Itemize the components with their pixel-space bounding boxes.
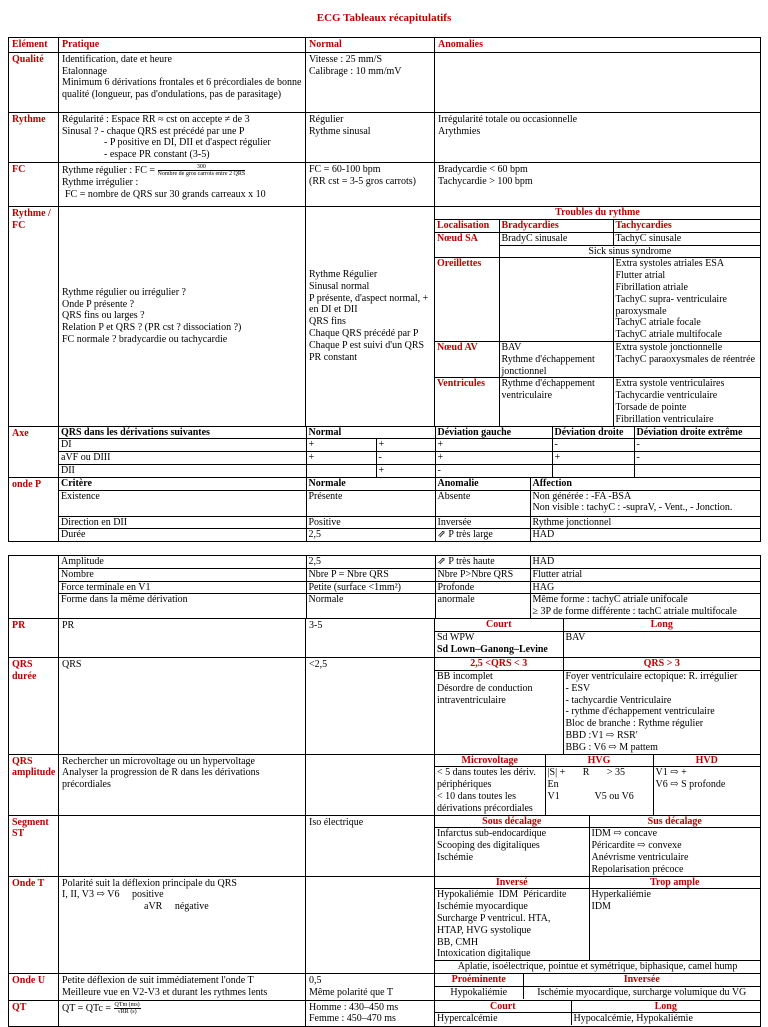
qrsd-h1: 2,5 <QRS < 3 xyxy=(435,658,563,670)
rythme-normal xyxy=(306,112,435,162)
or-brady xyxy=(499,258,613,342)
label-qt: QT xyxy=(9,1000,59,1027)
line: Rythme irrégulier : xyxy=(62,176,139,188)
ondeu-h2: Inversée xyxy=(523,974,760,986)
label-rythme-fc: Rythme / FC xyxy=(9,206,59,426)
ecg-table-bottom xyxy=(8,555,761,1027)
axe-cell: - xyxy=(552,439,634,452)
axe-content xyxy=(59,426,761,477)
label-qrs-amplitude: QRS amplitude xyxy=(9,754,59,815)
loc-noeud-av: Nœud AV xyxy=(435,341,499,377)
pr-normal: 3-5 xyxy=(306,618,435,657)
line: Petite déflexion de suit immédiatement l'onde T xyxy=(62,975,254,986)
line: PR constant xyxy=(309,351,358,363)
ondep-anomalie: Anomalie xyxy=(435,478,530,490)
line: Foyer ventriculaire ectopique: R. irrégulier xyxy=(565,671,738,683)
troubles-du-rythme xyxy=(435,206,761,426)
cell: Normale xyxy=(306,594,435,618)
line: Chaque QRS précédé par P xyxy=(309,328,419,340)
line: Péricardite ⇨ convexe xyxy=(591,840,682,852)
line: Sinusal ? - chaque QRS est précédé par une P xyxy=(62,125,245,137)
cell: Amplitude xyxy=(59,556,306,568)
qrsa-table xyxy=(435,755,760,815)
row-qt xyxy=(9,1000,761,1027)
row-rythme xyxy=(9,112,761,162)
loc-oreillettes: Oreillettes xyxy=(435,258,499,342)
line: BB incomplet xyxy=(437,671,493,683)
axe-cell: + xyxy=(435,439,552,452)
line: Irrégularité totale ou occasionnelle xyxy=(438,113,578,125)
line: - P positive en DI, DII et d'aspect régulier xyxy=(104,137,271,149)
line: Chaque P est suivi d'un QRS xyxy=(309,339,425,351)
qrsd-anomalies xyxy=(435,658,761,754)
fc-fraction xyxy=(158,164,246,177)
st-normal: Iso électrique xyxy=(306,815,435,876)
qrsd-pratique: QRS xyxy=(59,658,306,754)
cell: Profonde xyxy=(435,581,530,594)
cell: Nombre xyxy=(59,568,306,581)
line: Tachycardie > 100 bpm xyxy=(438,175,533,187)
header-anomalies: Anomalies xyxy=(435,38,761,53)
ondeu-pratique xyxy=(59,974,306,1001)
line: Meilleure vue en V2-V3 et durant les rythmes lents xyxy=(62,986,268,998)
line: Rythme sinusal xyxy=(309,125,371,137)
line: Fibrillation atriale xyxy=(615,281,688,293)
line: Sd Lown–Ganong–Levine xyxy=(437,643,548,655)
av-brady xyxy=(499,341,613,377)
pr-pratique: PR xyxy=(59,618,306,657)
line: Arythmies xyxy=(438,125,481,137)
label-fc: FC xyxy=(9,162,59,206)
ecg-table-top xyxy=(8,37,761,542)
ondet-normal xyxy=(306,876,435,973)
line: Tachycardie ventriculaire xyxy=(615,390,718,402)
line: aVR négative xyxy=(144,901,209,913)
ondet-anomalies xyxy=(435,876,761,973)
line: V1 V5 ou V6 xyxy=(547,791,634,803)
line: V1 ⇨ + xyxy=(655,767,687,779)
line: Régularité : Espace RR ≈ cst on accepte ≠ de 3 xyxy=(62,113,250,125)
line: TachyC paraoxysmales de réentrée xyxy=(615,353,756,365)
cell: Nbre P>Nbre QRS xyxy=(435,568,530,581)
row-fc xyxy=(9,162,761,206)
row-qrs-duree xyxy=(9,658,761,754)
troubles-title: Troubles du rythme xyxy=(435,207,760,220)
row-onde-p xyxy=(9,477,761,541)
line: FC = 60-100 bpm xyxy=(309,163,381,175)
line: Scooping des digitaliques xyxy=(437,840,540,852)
row-segment-st xyxy=(9,815,761,876)
qt-h2: Long xyxy=(571,1001,760,1013)
axe-dg-head: Déviation gauche xyxy=(435,427,552,439)
axe-cell: DI xyxy=(59,439,306,452)
table-row xyxy=(59,452,760,465)
ondep-cell: ⇗ P très large xyxy=(435,529,530,541)
fc-anomalies xyxy=(435,162,761,206)
rythmefc-pratique xyxy=(59,206,306,426)
line: Ischémie myocardique xyxy=(437,901,528,913)
header-pratique: Pratique xyxy=(59,38,306,53)
line: Homme : 430–450 ms xyxy=(309,1001,399,1013)
st-c1 xyxy=(435,828,589,876)
ondet-h2: Trop ample xyxy=(589,877,760,889)
cell: Nbre P = Nbre QRS xyxy=(306,568,435,581)
qt-c1: Hypercalcémie xyxy=(435,1013,571,1025)
ondeu-h1: Proéminente xyxy=(435,974,523,986)
st-c2 xyxy=(589,828,760,876)
pr-anomalies-table xyxy=(435,619,760,657)
line: |S| + R > 35 xyxy=(547,767,626,779)
line: - ESV xyxy=(565,682,591,694)
onde-p-cont-table xyxy=(59,556,760,618)
axe-cell: - xyxy=(435,464,552,476)
qualite-pratique xyxy=(59,52,306,112)
axe-qrs-head: QRS dans les dérivations suivantes xyxy=(59,427,306,439)
row-onde-t xyxy=(9,876,761,973)
document-title: ECG Tableaux récapitulatifs xyxy=(316,12,452,24)
header-normal: Normal xyxy=(306,38,435,53)
row-pr xyxy=(9,618,761,657)
qualite-normal xyxy=(306,52,435,112)
axe-cell: - xyxy=(376,452,435,465)
row-onde-p-cont xyxy=(9,556,761,619)
table-row xyxy=(59,490,760,516)
rythme-pratique xyxy=(59,112,306,162)
line: Minimum 6 dérivations frontales et 6 précordiales de bonne qualité (longueur, pas d'ondulations, pas de parasitage) xyxy=(62,77,302,101)
sick-sinus: Sick sinus syndrome xyxy=(499,245,760,258)
ondet-h1: Inversé xyxy=(435,877,589,889)
line: < 5 dans toutes les dériv. périphériques xyxy=(437,767,536,791)
ondep-cell: Durée xyxy=(59,529,306,541)
header-row xyxy=(9,38,761,53)
ondep-cell: Absente xyxy=(435,490,530,516)
fraction-denominator: Nombre de gros carrots entre 2 QRS xyxy=(157,170,246,177)
axe-table xyxy=(59,427,760,477)
cell: 2,5 xyxy=(306,556,435,568)
loc-noeud-sa: Nœud SA xyxy=(435,232,499,258)
troubles-table xyxy=(435,207,760,426)
line: Analyser la progression de R dans les dérivations précordiales xyxy=(62,767,260,791)
line: Femme : 450–470 ms xyxy=(309,1013,396,1025)
label-axe: Axe xyxy=(9,426,59,477)
axe-cell xyxy=(634,464,760,476)
line: < 10 dans toutes les dérivations précordiales xyxy=(437,791,533,814)
av-tachy xyxy=(613,341,760,377)
table-row xyxy=(59,516,760,529)
line: BBD :V1 ⇨ RSR' xyxy=(565,730,638,742)
qrsa-c2 xyxy=(545,767,653,815)
cell: HAD xyxy=(530,556,760,568)
or-tachy xyxy=(613,258,760,342)
table-row xyxy=(59,529,760,541)
axe-cell: + xyxy=(306,439,376,452)
axe-cell: + xyxy=(435,452,552,465)
st-h1: Sous décalage xyxy=(435,816,589,828)
pr-court xyxy=(435,631,563,657)
col-bradycardies: Bradycardies xyxy=(499,219,613,232)
rythmefc-normal xyxy=(306,206,435,426)
v-tachy xyxy=(613,378,760,426)
label-qualite: Qualité xyxy=(9,52,59,112)
row-onde-u xyxy=(9,974,761,1001)
row-rythme-fc xyxy=(9,206,761,426)
loc-ventricules: Ventricules xyxy=(435,378,499,426)
ondep-cell: Présente xyxy=(306,490,435,516)
fraction-numerator: 300 xyxy=(158,164,246,171)
ondet-pratique xyxy=(59,876,306,973)
line: Bloc de branche : Rythme régulier xyxy=(565,718,704,730)
axe-cell xyxy=(306,464,376,476)
line: Non générée : -FA -BSA xyxy=(532,490,632,502)
ondep-cell: Existence xyxy=(59,490,306,516)
cell: Force terminale en V1 xyxy=(59,581,306,594)
line: Infarctus sub-endocardique xyxy=(437,828,547,840)
cell xyxy=(530,594,760,618)
qt-formula-prefix: QT = QTc = xyxy=(62,1002,111,1014)
ondep-normale: Normale xyxy=(306,478,435,490)
table-row xyxy=(59,556,760,568)
line: IDM xyxy=(591,901,611,913)
st-anomalies xyxy=(435,815,761,876)
line: BBG : V6 ⇨ M pattem xyxy=(565,741,658,753)
ondep-cell: Rythme jonctionnel xyxy=(530,516,760,529)
line: Extra systole ventriculaires xyxy=(615,378,725,390)
label-onde-u: Onde U xyxy=(9,974,59,1001)
line: QRS fins xyxy=(309,316,346,328)
qrsa-pratique xyxy=(59,754,306,815)
line: Régulier xyxy=(309,113,344,125)
ondet-table xyxy=(435,877,760,973)
line: Repolarisation précoce xyxy=(591,863,684,875)
table-row xyxy=(59,439,760,452)
axe-dde-head: Déviation droite extrême xyxy=(634,427,760,439)
table-row xyxy=(59,594,760,618)
ondep-cell: Positive xyxy=(306,516,435,529)
line: (RR cst = 3-5 gros carrots) xyxy=(309,175,417,187)
line: Non visible : tachyC : -supraV, - Vent., - Jonction. xyxy=(532,502,733,514)
line: TachyC atriale multifocale xyxy=(615,329,722,341)
line: Rythme d'échappement jonctionnel xyxy=(501,353,595,377)
line: Bradycardie < 60 bpm xyxy=(438,163,528,175)
ondep-affection: Affection xyxy=(530,478,760,490)
qt-h1: Court xyxy=(435,1001,571,1013)
ondep-critere: Critère xyxy=(59,478,306,490)
fc-pratique xyxy=(59,162,306,206)
axe-dd-head: Déviation droite xyxy=(552,427,634,439)
axe-cell: - xyxy=(634,439,760,452)
ondet-c1 xyxy=(435,889,589,961)
line: Relation P et QRS ? (PR cst ? dissociation ?) xyxy=(62,322,242,334)
axe-cell: - xyxy=(634,452,760,465)
line: 0,5 xyxy=(309,975,322,986)
rythme-anomalies xyxy=(435,112,761,162)
qrsd-c2 xyxy=(563,671,760,754)
qrsa-anomalies xyxy=(435,754,761,815)
qrsd-normal: <2,5 xyxy=(306,658,435,754)
qrsa-h3: HVD xyxy=(653,755,760,767)
onde-p-content xyxy=(59,477,761,541)
line: Extra systoles atriales ESA xyxy=(615,258,725,270)
line: Sd WPW xyxy=(437,631,475,643)
ondet-c2 xyxy=(589,889,760,961)
line: Rythme régulier ou irrégulier ? xyxy=(62,286,186,298)
sa-tachy: TachyC sinusale xyxy=(613,232,760,245)
line: Intoxication digitalique xyxy=(437,948,531,960)
line: - tachycardie Ventriculaire xyxy=(565,694,672,706)
table-row xyxy=(59,568,760,581)
table-row xyxy=(59,464,760,476)
line: Identification, date et heure xyxy=(62,53,172,65)
line: ≥ 3P de forme différente : tachC atriale multifocale xyxy=(532,606,737,618)
ondeu-c1: Hypokaliémie xyxy=(435,986,523,998)
st-pratique xyxy=(59,815,306,876)
cell: Flutter atrial xyxy=(530,568,760,581)
line: Surcharge P ventricul. HTA, xyxy=(437,913,551,925)
line: IDM ⇨ concave xyxy=(591,828,658,840)
label-onde-t: Onde T xyxy=(9,876,59,973)
qrsa-c1 xyxy=(435,767,545,815)
qt-anomalies xyxy=(435,1000,761,1027)
pr-long: BAV xyxy=(563,631,760,657)
line: Rythme Régulier xyxy=(309,269,378,281)
line: I, II, V3 ⇨ V6 positive xyxy=(62,889,164,901)
axe-normal-head: Normal xyxy=(306,427,435,439)
line: Même polarité que T xyxy=(309,986,393,998)
cell: Forme dans la même dérivation xyxy=(59,594,306,618)
axe-cell: + xyxy=(552,452,634,465)
line: FC normale ? bradycardie ou tachycardie xyxy=(62,333,228,345)
line: Rythme d'échappement ventriculaire xyxy=(501,378,595,402)
qt-table xyxy=(435,1001,760,1026)
sa-brady: BradyC sinusale xyxy=(499,232,613,245)
qrsa-c3 xyxy=(653,767,760,815)
row-qrs-amplitude xyxy=(9,754,761,815)
label-onde-p: onde P xyxy=(9,477,59,541)
ondeu-table xyxy=(435,974,760,999)
onde-p-cont-content xyxy=(59,556,761,619)
line: Désordre de conduction intraventriculaire xyxy=(437,682,533,706)
table-row xyxy=(59,581,760,594)
ondeu-normal xyxy=(306,974,435,1001)
v-brady xyxy=(499,378,613,426)
line: BAV xyxy=(501,341,522,353)
line: Torsade de pointe xyxy=(615,401,687,413)
line: V6 ⇨ S profonde xyxy=(655,779,726,791)
label-rythme: Rythme xyxy=(9,112,59,162)
line: Extra systole jonctionnelle xyxy=(615,341,723,353)
label-qrs-duree: QRS durée xyxy=(9,658,59,754)
line: Même forme : tachyC atriale unifocale xyxy=(532,594,688,606)
line: P présente, d'aspect normal, + en DI et DII xyxy=(309,292,429,316)
cell: HAG xyxy=(530,581,760,594)
pr-long-head: Long xyxy=(563,619,760,631)
label-segment-st: Segment ST xyxy=(9,815,59,876)
fc-formula xyxy=(62,164,302,177)
cell: anormale xyxy=(435,594,530,618)
blank-label xyxy=(9,556,59,619)
qt-normal xyxy=(306,1000,435,1027)
qrsd-c1 xyxy=(435,671,563,754)
line: FC = nombre de QRS sur 30 grands carreaux x 10 xyxy=(65,188,266,200)
ondep-cell: Direction en DII xyxy=(59,516,306,529)
line: Hypokaliémie IDM Péricardite xyxy=(437,889,567,901)
line: Hyperkaliémie xyxy=(591,889,651,901)
line: Polarité suit la déflexion principale du QRS xyxy=(62,877,237,889)
row-qualite xyxy=(9,52,761,112)
fc-normal xyxy=(306,162,435,206)
col-tachycardies: Tachycardies xyxy=(613,219,760,232)
line: TachyC supra- ventriculaire paroxysmale xyxy=(615,293,727,317)
col-localisation: Localisation xyxy=(435,219,499,232)
axe-cell: + xyxy=(306,452,376,465)
cell: ⇗ P très haute xyxy=(435,556,530,568)
axe-cell: + xyxy=(376,464,435,476)
fraction-denominator: √RR (s) xyxy=(117,1008,137,1015)
line: En xyxy=(547,779,559,791)
row-axe xyxy=(9,426,761,477)
line: BB, CMH xyxy=(437,936,479,948)
qrsa-normal xyxy=(306,754,435,815)
axe-cell: aVF ou DIII xyxy=(59,452,306,465)
axe-cell xyxy=(552,464,634,476)
line: - rythme d'échappement ventriculaire xyxy=(565,706,715,718)
line: Vitesse : 25 mm/S xyxy=(309,53,383,65)
onde-p-table xyxy=(59,478,760,541)
line: - espace PR constant (3-5) xyxy=(104,149,210,161)
line: Rechercher un microvoltage ou un hypervoltage xyxy=(62,755,255,767)
qrsd-table xyxy=(435,658,760,753)
qualite-anomalies xyxy=(435,52,761,112)
line: HTAP, HVG systolique xyxy=(437,924,531,936)
pr-court-head: Court xyxy=(435,619,563,631)
header-element: Elément xyxy=(9,38,59,53)
label-pr: PR xyxy=(9,618,59,657)
st-h2: Sus décalage xyxy=(589,816,760,828)
cell: Petite (surface <1mm²) xyxy=(306,581,435,594)
line: Sinusal normal xyxy=(309,280,370,292)
line: Ischémie xyxy=(437,852,474,864)
ondep-cell: Inversée xyxy=(435,516,530,529)
ondeu-anomalies xyxy=(435,974,761,1001)
qt-pratique xyxy=(59,1000,306,1027)
qt-fraction xyxy=(114,1002,141,1015)
line: TachyC atriale focale xyxy=(615,317,701,329)
ondep-cell: HAD xyxy=(530,529,760,541)
ondeu-c2: Ischémie myocardique, surcharge volumique du VG xyxy=(523,986,760,998)
line: Onde P présente ? xyxy=(62,298,135,310)
pr-anomalies xyxy=(435,618,761,657)
ondep-cell xyxy=(530,490,760,516)
line: Etalonnage xyxy=(62,65,107,77)
line: Calibrage : 10 mm/mV xyxy=(309,65,402,77)
axe-cell: DII xyxy=(59,464,306,476)
fraction-numerator: QTm (ms) xyxy=(114,1001,140,1008)
qrsa-h1: Microvoltage xyxy=(435,755,545,767)
axe-cell: + xyxy=(376,439,435,452)
qt-c2: Hypocalcémie, Hypokaliémie xyxy=(571,1013,760,1025)
line: Fibrillation ventriculaire xyxy=(615,413,714,425)
qrsa-h2: HVG xyxy=(545,755,653,767)
fc-formula-prefix: Rythme régulier : FC = xyxy=(62,164,156,176)
qrsd-h2: QRS > 3 xyxy=(563,658,760,670)
line: QRS fins ou larges ? xyxy=(62,310,145,322)
line: Flutter atrial xyxy=(615,270,666,282)
st-table xyxy=(435,816,760,876)
ondet-foot: Aplatie, isoélectrique, pointue et symétrique, biphasique, camel hump xyxy=(435,961,760,973)
ondep-cell: 2,5 xyxy=(306,529,435,541)
line: Anévrisme ventriculaire xyxy=(591,852,689,864)
